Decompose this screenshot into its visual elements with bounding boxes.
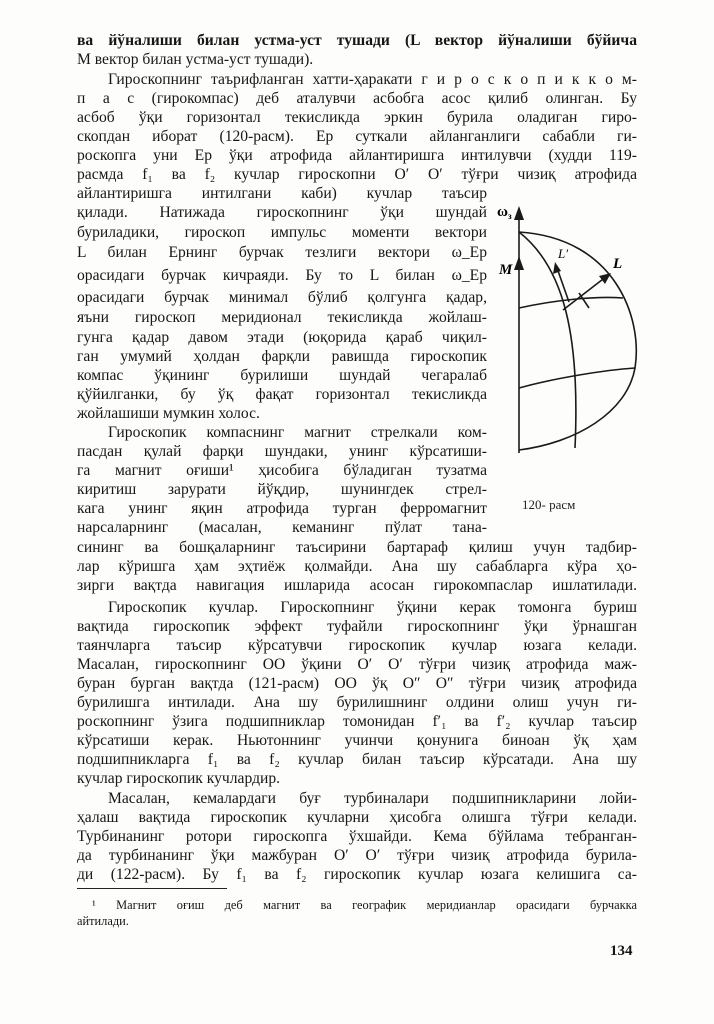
footnote-line: ¹ Магнит оғиш деб магнит ва географик меридианлар орасидаги бурчакка — [92, 898, 637, 912]
text-line: орасидаги бурчак минимал бўлиб қолгунга қадар, — [77, 289, 487, 306]
text-line: таянчларга таъсир кўрсатувчи гироскопик кучлар юзага келади. — [77, 637, 637, 654]
text-line: вақтида гироскопик эффект туфайли гироскопнинг ўқи ўрнашган — [77, 618, 637, 635]
arrow-head — [553, 262, 561, 274]
text-line: расмда f₁ ва f₂ кучлар гироскопни O′ O′ тўғри чизиқ атрофида — [77, 166, 637, 183]
footnote-line: айтилади. — [77, 914, 129, 928]
latitude-arc — [519, 297, 623, 308]
text-line: қўйилганки, бу ўқ фақат горизонтал текисликда — [77, 386, 487, 403]
page-number: 134 — [610, 943, 633, 959]
m-label: M — [499, 262, 513, 278]
text-line: га магнит оғиши¹ ҳисобига бўладиган тузатма — [77, 462, 487, 479]
arrow-head — [514, 206, 524, 220]
meridian-arc — [519, 232, 576, 448]
text-line: M вектор билан устма-уст тушади). — [77, 51, 314, 68]
vector-l-line — [563, 276, 607, 310]
text-line: компас ўқининг бурилиши шундай чегаралаб — [77, 367, 487, 384]
l-prime-label: L′ — [558, 246, 569, 261]
text-line: гунга қадар давом этади (юқорида қараб чиқил- — [77, 329, 487, 346]
text-line: жойлашиши мумкин холос. — [77, 405, 260, 422]
text-line: Масалан, гироскопнинг OO ўқини O′ O′ тўғри чизиқ атрофида маж- — [77, 656, 637, 673]
text-line: роскопга уни Ер ўқи атрофида айлантиришга интилувчи (худди 119- — [77, 147, 637, 164]
text-line: кага унинг яқин атрофида турган ферромагнит — [77, 500, 487, 517]
text-line: Гироскопнинг таърифланган хатти-ҳаракати г и р о с к о п и к к о м- — [108, 71, 637, 88]
text-line: зирги вақтда навигация ишларида асосан гирокомпаслар ишлатилади. — [77, 577, 637, 594]
text-line: Гироскопик компаснинг магнит стрелкали ком- — [108, 424, 487, 441]
arrow-head — [599, 273, 611, 284]
text-line: киритиш зарурати йўқдир, шунингдек стрел- — [77, 481, 487, 498]
text-line: роскопнинг ўзига подшипниклар томонидан f′₁ ва f′₂ кучлар таъсир — [77, 713, 637, 730]
text-line: кўрсатиши керак. Ньютоннинг учинчи қонунига биноан ўқ ҳам — [77, 732, 637, 749]
text-line: ҳалаш вақтида гироскопик кучларни ҳисобга олишга тўғри келади. — [77, 809, 637, 826]
text-line: скопдан иборат (120-расм). Ер суткали айланганлиги сабабли ги- — [77, 128, 637, 145]
text-line: асбоб ўқи горизонтал текисликда эркин бурила оладиган гиро- — [77, 109, 637, 126]
text-line: бурилишга интилади. Ана шу бурилишнинг олдини олиш учун ги- — [77, 694, 637, 711]
text-line: лар кўришга ҳам эҳтиёж қолмайди. Ана шу сабабларга кўра ҳо- — [77, 558, 637, 575]
text-line: кучлар гироскопик кучлардир. — [77, 770, 281, 787]
omega-label: $\omega_з$ — [497, 204, 512, 221]
figure-caption: 120- расм — [522, 497, 576, 512]
text-line: буриладики, гироскоп импульс моменти вектори — [77, 224, 487, 241]
text-line: да турбинанинг ўқи мажбуран O′ O′ тўғри чизиқ атрофида бурила- — [77, 847, 637, 864]
gyrocompass-figure — [495, 198, 645, 453]
vector-l-prime-line — [557, 268, 569, 302]
l-label: L — [613, 256, 623, 272]
text-line: п а с (гирокомпас) деб аталувчи асбобга асос қилиб олинган. Бу — [77, 90, 637, 107]
text-line: ди (122-расм). Бу f₁ ва f₂ гироскопик кучлар юзага келишига са- — [77, 866, 637, 883]
section-heading-line: Гироскопик кучлар. Гироскопнинг ўқини керак томонга буриш — [108, 599, 637, 616]
text-line: Масалан, кемалардаги буғ турбиналари подшипникларини лойи- — [108, 790, 637, 807]
equator-arc — [519, 368, 635, 388]
arrow-head — [514, 256, 524, 270]
text-line: Турбинанинг ротори гироскопга ўхшайди. Кема бўйлама тебранган- — [77, 828, 637, 845]
text-line: қилади. Натижада гироскопнинг ўқи шундай — [77, 204, 487, 221]
text-line: яъни гироскоп меридионал текисликда жойлаш- — [77, 309, 487, 326]
text-line: сининг ва бошқаларнинг таъсирини бартараф қилиш учун тадбир- — [77, 539, 637, 556]
text-line: орасидаги бурчак кичраяди. Бу то L билан ω_Ер — [77, 267, 487, 284]
footnote-rule — [77, 888, 227, 889]
text-line: пасдан қулай фарқи шундаки, унинг кўрсатиши- — [77, 443, 487, 460]
text-line: айлантиришга интилгани каби) кучлар таъсир — [77, 185, 487, 202]
text-line: L билан Ернинг бурчак тезлиги вектори ω_Ер — [77, 244, 487, 261]
text-line: подшипникларга f₁ ва f₂ кучлар билан таъсир кўрсатади. Ана шу — [77, 751, 637, 768]
text-line: нарсаларнинг (масалан, кеманинг пўлат тана- — [77, 519, 487, 536]
text-line: ва йўналиши билан устма-уст тушади (L вектор йўналиши бўйича — [77, 32, 637, 49]
gyro-body-line — [579, 293, 589, 308]
text-line: ган умумий ҳолдан фарқли равишда гироскопик — [77, 348, 487, 365]
text-line: буран бурган вақтда (121-расм) OO ўқ O″ O″ тўғри чизиқ атрофида — [77, 675, 637, 692]
